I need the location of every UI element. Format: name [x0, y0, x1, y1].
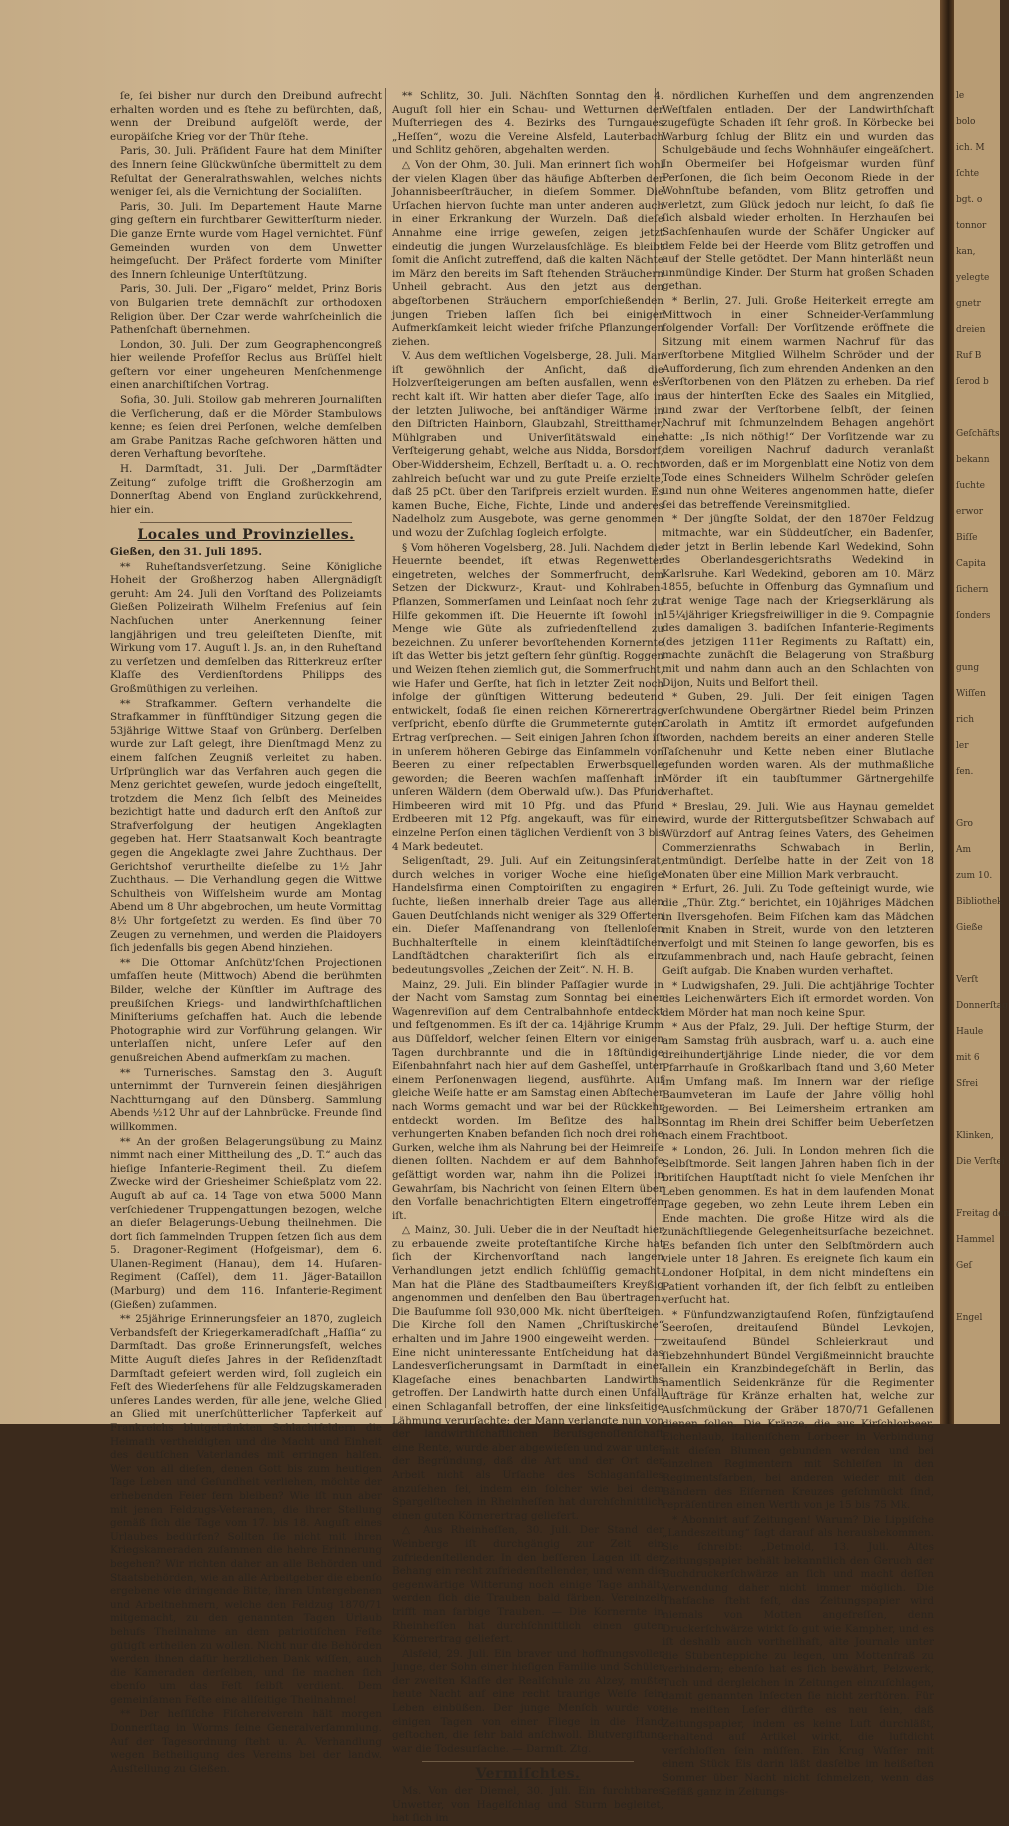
- fragment-line: ſerod b: [956, 377, 989, 387]
- article-paragraph: △ Aus Rheinheſſen, 30. Juli. Der Stand der Weinberge iſt durchgängig zur Zeit ein zufriedenſtellender. In den beſſeren Lagen iſt der Behang ein recht zufriedenſtellender, und wenn die gegenwärtige Witterung noch einige Tage anhält, werden ſich die Trauben bald färben. Vereinzelt trifft man farbige Trauben. — Die Kornernte in Rheinheſſen hat durchſchnittlich einen guten Körnerertrag geliefert.: [392, 1524, 664, 1646]
- article-paragraph: ** An der großen Belagerungsübung zu Mainz nimmt nach einer Mittheilung des „D. T.“ auch das hieſige Infanterie-Regiment theil. Zu dieſem Zwecke wird der Griesheimer Schießplatz vom 22. Auguſt ab auf ca. 14 Tage von etwa 5000 Mann verſchiedener Truppengattungen bezogen, welche an dieſer Belagerungs-Uebung theilnehmen. Die dort ſich ſammelnden Truppen ſetzen ſich aus dem 5. Dragoner-Regiment (Hofgeismar), dem 6. Ulanen-Regiment (Hanau), dem 14. Huſaren-Regiment (Caſſel), dem 11. Jäger-Bataillon (Marburg) und dem 116. Infanterie-Regiment (Gießen) zuſammen.: [110, 1135, 382, 1311]
- fragment-line: Gieße: [956, 923, 983, 933]
- article-paragraph: Seligenſtadt, 29. Juli. Auf ein Zeitungsinſerat, durch welches in voriger Woche eine hieſige Handelsfirma einen Comptoiriſten zu engagiren ſuchte, ließen innerhalb dreier Tage aus allen Gauen Deutſchlands nicht weniger als 329 Offerten ein. Dieſer Maſſenandrang von ſtellenloſen Buchhalterſtelle in einem kleinſtädtiſchen Landſtädtchen charakteriſirt ſich als ein bedeutungsvolles „Zeichen der Zeit“. N. H. B.: [392, 855, 664, 976]
- fragment-line: bekann: [956, 455, 990, 465]
- article-paragraph: * Erfurt, 26. Juli. Zu Tode geſteinigt wurde, wie die „Thür. Ztg.“ berichtet, ein 10jähriges Mädchen in Ilversgehofen. Beim Fiſchen kam das Mädchen mit Knaben in Streit, wurde von den letzteren verfolgt und mit Steinen ſo lange geworfen, bis es zuſammenbrach und, nach Hauſe gebracht, ſeinen Geiſt aufgab. Die Knaben wurden verhaftet.: [662, 883, 934, 977]
- fragment-line: Hammel: [956, 1235, 995, 1245]
- fragment-line: ſuchte: [956, 481, 985, 491]
- article-paragraph: Ms. Von der Diemel, 30. Juli. Ein furchtbares Unwetter, von Hagelſchlag und Sturm begleitet, hat ſich im: [392, 1785, 664, 1825]
- fragment-line: Verſt: [956, 975, 979, 985]
- fragment-line: ſchte: [956, 169, 980, 179]
- fragment-line: [954, 1182, 1000, 1194]
- article-paragraph: Paris, 30. Juli. Präſident Faure hat dem Miniſter des Innern ſeine Glückwünſche übermittelt zu dem Reſultat der Generalrathswahlen, welches nichts weniger ſei, als die Vernichtung der Socialiſten.: [110, 145, 382, 199]
- adjacent-page-fragment: [954, 0, 1009, 1424]
- article-paragraph: ** Schlitz, 30. Juli. Nächſten Sonntag den 4. Auguſt ſoll hier ein Schau- und Wetturnen der Muſterriegen des 4. Bezirks des Turngaues „Heſſen“, wozu die Vereine Alsfeld, Lauterbach und Schlitz gehören, abgehalten werden.: [392, 90, 664, 157]
- fragment-line: kan,: [956, 247, 976, 257]
- fragment-line: bgt. o: [956, 195, 983, 205]
- fragment-line: ler: [956, 741, 969, 751]
- section-title: Vermiſchtes.: [475, 1766, 581, 1783]
- fragment-line: gung: [956, 663, 980, 673]
- fragment-line: tonnor: [956, 221, 987, 231]
- fragment-line: Biſſe: [956, 533, 978, 543]
- fragment-line: [954, 402, 1000, 414]
- fragment-line: Gro: [956, 819, 973, 829]
- fragment-line: Donnerſtag: [956, 1001, 1008, 1011]
- article-paragraph: nördlichen Kurheſſen und dem angrenzenden Weſtfalen entladen. Der der Landwirthſchaft zugefügte Schaden iſt ſehr groß. In Körbecke bei Warburg ſchlug der Blitz ein und wurden das Schulgebäude und ſechs Wohnhäuſer eingeäſchert. In Obermeiſer bei Hofgeismar wurden fünf Perſonen, die ſich beim Oeconom Riede in der Wohnſtube befanden, vom Blitz getroffen und verletzt, zum Glück jedoch nur leicht, ſo daß ſie ſich alsbald wieder erholten. In Herzhauſen bei Sachſenhauſen wurde der Schäfer Ungicker auf dem Felde bei der Heerde vom Blitz getroffen und auf der Stelle getödtet. Der Mann hinterläßt neun unmündige Kinder. Der Sturm hat großen Schaden gethan.: [662, 90, 934, 293]
- article-paragraph: § Vom höheren Vogelsberg, 28. Juli. Nachdem die Heuernte beendet, iſt etwas Regenwetter eingetreten, welches der Sommerfrucht, dem Setzen der Dickwurz-, Kraut- und Kohlraben-Pflanzen, Sommerſamen und Leinſaat noch ſehr zu Hilfe gekommen iſt. Die Heuernte iſt ſowohl in Menge wie Güte als zufriedenſtellend zu bezeichnen. Zu unſerer bevorſtehenden Kornernte iſt das Wetter bis jetzt geſtern ſehr günſtig. Roggen und Weizen ſtehen ziemlich gut, die Sommerfrucht, wie Hafer und Gerſte, hat ſich in letzter Zeit noch infolge der günſtigen Witterung bedeutend entwickelt, ſodaß ſie einen reichen Körnerertrag verſpricht, ebenſo dürfte die Grummeternte guten Ertrag verſprechen. — Seit einigen Jahren ſchon iſt in unſerem höheren Gebirge das Einſammeln von Beeren zu einer reſpectablen Erwerbsquelle geworden; die Beeren wachſen maſſenhaft in unſeren Wäldern (dem Oberwald uſw.). Das Pfund Himbeeren wird mit 10 Pfg. und das Pfund Erdbeeren mit 12 Pfg. angekauft, was für eine einzelne Perſon einen täglichen Verdienſt von 3 bis 4 Mark bedeutet.: [392, 541, 664, 853]
- article-paragraph: ** Der heſſiſche Fiſchereiverein hält morgen Donnerſtag in Worms ſeine Generalverſammlung. Auf der Tagesordnung ſteht u. A. Verhandlung wegen Betheiligung des Vereins bei der landw. Ausſtellung zu Gießen.: [110, 1708, 382, 1775]
- fragment-line: [954, 1286, 1000, 1298]
- article-paragraph: Paris, 30. Juli. Im Departement Haute Marne ging geſtern ein furchtbarer Gewitterſturm nieder. Die ganze Ernte wurde vom Hagel vernichtet. Fünf Gemeinden wurden von dem Unwetter heimgeſucht. Der Präfect forderte vom Miniſter des Innern ſchleunige Unterſtützung.: [110, 200, 382, 281]
- article-paragraph: * Fünfundzwanzigtauſend Roſen, fünfzigtauſend Seeroſen, dreitauſend Bündel Levkojen, zweitauſend Bündel Schleierkraut und ſiebzehnhundert Bündel Vergißmeinnicht brauchte allein ein Kranzbindegeſchäft in Berlin, das namentlich Seidenkränze für die Regimenter Aufträge für Kränze erhalten hat, welche zur Ausſchmückung der Gräber 1870/71 Gefallenen dienen ſollen. Die Kränze, die aus Kirſchlorbeer, Eichenlaub, italieniſchem Lorbeer in Verbindung mit dieſen Blumen gebunden werden und bei einzelnen Regimentern mit Schleifen in den Regimentsfarben, bei anderen wieder mit den Bändern des Eiſernen Kreuzes geſchmückt ſind, repräſentiren einen Werth von je 15 bis 75 Mk.: [662, 1308, 934, 1512]
- article-paragraph: * Der jüngſte Soldat, der den 1870er Feldzug mitmachte, war ein Süddeutſcher, ein Badenſer, der jetzt in Berlin lebende Karl Wedekind, Sohn des Oberlandesgerichtsraths Wedekind in Karlsruhe. Karl Wedekind, geboren am 10. März 1855, beſuchte in Offenburg das Gymnaſium und trat wenige Tage nach der Kriegserklärung als 15¼jähriger Kriegsfreiwilliger in die 9. Compagnie des damaligen 3. badiſchen Infanterie-Regiments (des jetzigen 111er Regiments zu Raſtatt) ein, machte zunächſt die Belagerung von Straßburg mit und nahm dann auch an den Schlachten von Dijon, Nuits und Belfort theil.: [662, 513, 934, 689]
- fragment-line: [954, 948, 1000, 960]
- fragment-line: Freitag den: [956, 1209, 1009, 1219]
- fragment-line: Sfrei: [956, 1079, 979, 1089]
- article-paragraph: * Guben, 29. Juli. Der ſeit einigen Tagen verſchwundene Obergärtner Riedel beim Prinzen Carolath in Amtitz iſt ermordet aufgefunden worden, nachdem bereits an einer anderen Stelle Taſchenuhr und Kette neben einer Blutlache gefunden worden waren. Als der muthmaßliche Mörder iſt ein taubſtummer Gärtnergehilfe verhaftet.: [662, 691, 934, 799]
- article-paragraph: * Abonnirt auf Zeitungen! Warum? Die Lippiſche „Landeszeitung“ ſagt darauf als herausbekommen. Sie ſchreibt: „Detmold, 13. Juli. Altes Zeitungspapier behält bekanntlich den Geruch der Buchdruckerſchwärze an ſich und macht deſſen Verwendung daher nicht immer möglich. Die Thatſache ſteht feſt, das Zeitungspapier wird niemals von Motten angefreſſen, denn Druckerſchwärze wirkt ſo gut wie Kampher, und es iſt deshalb auch vortheilhaft, alte Journale unter die Stubenteppiche zu legen, um Mottenfraß zu verhindern; ebenſo hat es ſich bewährt, Pelzwerk, Tuch und dergleichen in Zeitungen einzuſchlagen, damit genannten Inſecten ſie nicht zerſtören. Für die meiſten Leſer dürfte es neu ſein, daß Zeitungspapier, indem es keine Luft durchläßt, erhaltend auf Artikel wirkt, die luftdicht verſchloſſen ſein müſſen. Ein Krug Waſſer mit einem Stück Eis darin läßt dasſelbe im heißeſten Sommer über Nacht nicht ſchmelzen, wenn das Gefäß ganz in Zeitungs-: [662, 1513, 934, 1798]
- fragment-line: Die Verſtei: [956, 1157, 1005, 1167]
- article-paragraph: * London, 26. Juli. In London mehren ſich die Selbſtmorde. Seit langen Jahren haben ſich in der britiſchen Hauptſtadt nicht ſo viele Menſchen ihr Leben genommen. Es hat in dem laufenden Monat Tage gegeben, wo zehn Leute ihrem Leben ein Ende machten. Die große Hitze wird als die zunächſtliegende Gelegenheitsurſache bezeichnet. Es befanden ſich unter den Selbſtmördern auch viele unter 18 Jahren. Es ereignete ſich kaum ein Londoner Hoſpital, in dem nicht mindeſtens ein Patient vorhanden iſt, der ſich ſelbſt zu entleiben verſucht hat.: [662, 1144, 934, 1307]
- article-paragraph: Mainz, 29. Juli. Ein blinder Paſſagier wurde in der Nacht vom Samstag zum Sonntag bei einer Wagenreviſion auf dem Centralbahnhofe entdeckt und feſtgenommen. Es iſt der ca. 14jährige Krumm aus Düſſeldorf, welcher ſeinen Eltern vor einigen Tagen durchbrannte und die in 18ſtündige Eiſenbahnfahrt nach hier auf dem Gasheſſel, unter einem Perſonenwagen liegend, ausführte. Auf gleiche Weiſe hatte er am Samstag einen Abſtecher nach Worms gemacht und war bei der Rückkehr entdeckt worden. Im Beſitze des halb verhungerten Knaben befanden ſich noch drei rohe Gurken, welche ihm als Nahrung bei der Heimreiſe dienen ſollten. Nachdem er auf dem Bahnhofe geſättigt worden war, nahm ihn die Polizei in Gewahrſam, bis Nachricht von ſeinen Eltern über den Vorfalle benachrichtigten Eltern eingetroffen iſt.: [392, 978, 664, 1222]
- article-paragraph: Paris, 30. Juli. Der „Figaro“ meldet, Prinz Boris von Bulgarien trete demnächſt zur orthodoxen Religion über. Der Czar werde wahrſcheinlich die Pathenſchaft übernehmen.: [110, 283, 382, 337]
- article-paragraph: Alsfeld, 29. Juli. Ein braver und hoffnungsvoller Junge, der Sohn einer hieſigen Familie und Schüler der zweiten Klaſſe der Realſchule zu Alzey, mußte heute Nacht auf eine recht traurige Weiſe ſein Leben einbüßen. Der junge Menſch wurde vor einigen Tagen von einer Fliege in die Hand geſtochen, die ſehr bald anſchwoll. Blutvergiftung war die Todesurſache. — Darmſt. Ztg.: [392, 1647, 664, 1755]
- article-paragraph: H. Darmſtadt, 31. Juli. Der „Darmſtädter Zeitung“ zufolge trifft die Großherzogin am Donnerſtag Abend von England zurückkehrend, hier ein.: [110, 463, 382, 516]
- article-paragraph: ** Ruheſtandsverſetzung. Seine Königliche Hoheit der Großherzog haben Allergnädigſt geruht: Am 24. Juli den Vorſtand des Polizeiamts Gießen Polizeirath Wilhelm Freſenius auf ſein Nachſuchen unter Anerkennung ſeiner langjährigen und treu geleiſteten Dienſte, mit Wirkung vom 17. Auguſt l. Js. an, in den Ruheſtand zu verſetzen und demſelben das Ritterkreuz erſter Klaſſe des Verdienſtordens Philipps des Großmüthigen zu verleihen.: [110, 560, 382, 695]
- dateline: Gießen, den 31. Juli 1895.: [110, 546, 262, 558]
- article-paragraph: ſe, ſei bisher nur durch den Dreibund aufrecht erhalten worden und es ſtehe zu befürchten, daß, wenn der Dreibund aufgelöſt werde, der europäiſche Krieg vor der Thür ſtehe.: [110, 90, 382, 143]
- article-paragraph: * Aus der Pfalz, 29. Juli. Der heftige Sturm, der am Samstag früh ausbrach, warf u. a. auch eine dreihundertjährige Linde nieder, die vor dem Pfarrhauſe in Großkarlbach ſtand und 3,60 Meter im Umfang maß. Im Innern war der rieſige Baumveteran im Laufe der Jahre völlig hohl geworden. — Bei Leimersheim ertranken am Sonntag im Rhein drei Schiffer beim Ueberſetzen nach einem Frachtboot.: [662, 1021, 934, 1143]
- fragment-line: Geſchäfts: [956, 429, 1000, 439]
- fragment-line: [954, 636, 1000, 648]
- article-paragraph: * Berlin, 27. Juli. Große Heiterkeit erregte am Mittwoch in einer Schneider-Verſammlung folgender Vorfall: Der Vorſitzende eröffnete die Sitzung mit einem warmen Nachruf für das verſtorbene Mitglied Wilhelm Schröder und der Aufforderung, ſich zum ehrenden Andenken an den Verſtorbenen von den Plätzen zu erheben. Da rief aus der hinterſten Ecke des Saales ein Mitglied, und zwar der Verſtorbene ſelbſt, der ſeinen Nachruf mit ſchmunzelndem Behagen angehört hatte: „Is nich nöthig!“ Der Vorſitzende war zu dem voreiligen Nachruf dadurch veranlaßt worden, daß er im Morgenblatt eine Notiz von dem Tode eines Schneiders Wilhelm Schröder geleſen und nun ohne Weiteres angenommen hatte, dieſer ſei das betreffende Vereinsmitglied.: [662, 294, 934, 511]
- fragment-line: Engel: [956, 1313, 983, 1323]
- fragment-line: Am: [956, 845, 972, 855]
- fragment-line: Ruf B: [956, 351, 982, 361]
- fragment-line: Geſ: [956, 1261, 972, 1271]
- article-paragraph: V. Aus dem weſtlichen Vogelsberge, 28. Juli. Man iſt gewöhnlich der Anſicht, daß die Holzverſteigerungen am beſten ausfallen, wenn es recht kalt iſt. Wir hatten aber dieſer Tage, alſo in der letzten Juliwoche, bei anſtändiger Wärme in den Diſtricten Hainborn, Glaubzahl, Streitthamer, Mühlgraben und Univerſitätswald eine Verſteigerung gehabt, welche aus Nidda, Borsdorf, Ober-Widdersheim, Echzell, Berſtadt u. a. O. recht zahlreich beſucht war und zu gute Preiſe erzielte, daß 25 pCt. über den Tarifpreis erzielt wurden. Es kamen Buche, Eiche, Fichte, Linde und anderes Nadelholz zum Ausgebote, was gerne genommen und wozu der Zuſchlag ſogleich erfolgte.: [392, 350, 664, 539]
- article-paragraph: * Ludwigshafen, 29. Juli. Die achtjährige Tochter des Leichenwärters Eich iſt ermordet worden. Von dem Mörder hat man noch keine Spur.: [662, 979, 934, 1019]
- fragment-line: bolo: [956, 117, 976, 127]
- fragment-line: ſonders: [956, 611, 991, 621]
- column-rule: [385, 88, 386, 1408]
- article-paragraph: * Breslau, 29. Juli. Wie aus Haynau gemeldet wird, wurde der Rittergutsbeſitzer Schwabach auf Würzdorf auf Antrag ſeines Vaters, des Geheimen Commerzienraths Schwabach in Berlin, entmündigt. Derſelbe hatte in der Zeit von 18 Monaten über eine Million Mark verbraucht.: [662, 800, 934, 881]
- fragment-line: rich: [956, 715, 975, 725]
- divider: [140, 522, 352, 523]
- fragment-line: zum 10.: [956, 871, 993, 881]
- fragment-line: erwor: [956, 507, 984, 517]
- fragment-line: dreien: [956, 325, 986, 335]
- article-paragraph: ** Strafkammer. Geſtern verhandelte die Strafkammer in fünfſtündiger Sitzung gegen die 53jährige Wittwe Staaf von Grünberg. Derſelben wurde zur Laſt gelegt, ihre Dienſtmagd Menz zu einem falſchen Zeugniß verleitet zu haben. Urſprünglich war das Verfahren auch gegen die Menz gerichtet geweſen, wurde jedoch eingeſtellt, trotzdem die Menz ſich ſelbſt des Meineides bezichtigt hatte und dadurch erſt den Anſtoß zur Strafverfolgung der heutigen Angeklagten gegeben hat. Herr Staatsanwalt Koch beantragte gegen die Angeklagte zwei Jahre Zuchthaus. Der Gerichtshof verurtheilte dieſelbe zu 1½ Jahr Zuchthaus. — Die Verhandlung gegen die Wittwe Schultheis von Wiſſelsheim wurde am Montag Abend um 8 Uhr abgebrochen, um heute Vormittag 8½ Uhr fortgeſetzt zu werden. Es ſind über 70 Zeugen zu vernehmen, und werden die Plaidoyers ſich jedenfalls bis gegen Abend hinziehen.: [110, 697, 382, 955]
- fragment-line: Capita: [956, 559, 986, 569]
- article-paragraph: △ Von der Ohm, 30. Juli. Man erinnert ſich wohl der vielen Klagen über das häufige Abſterben der Johannisbeerſträucher, in dieſem Sommer. Die Urſachen hiervon ſuchte man unter anderen auch in einer Erkrankung der Wurzeln. Daß dieſe Annahme eine irrige geweſen, zeigen jetzt eindeutig die jungen Wurzelausſchläge. Es bleibt ſomit die Anſicht zutreffend, daß die kalten Nächte im März den bereits im Saft ſtehenden Sträuchern Unheil gebracht. Aus den jetzt aus den abgeſtorbenen Sträuchern emporſchießenden jungen Trieben laſſen ſich bei einiger Aufmerkſamkeit leicht wieder friſche Pflanzungen ziehen.: [392, 158, 664, 348]
- fragment-line: mit 6: [956, 1053, 980, 1063]
- fragment-line: ich. M: [956, 143, 985, 153]
- fragment-line: Wiſſen: [956, 689, 986, 699]
- fragment-line: Klinken,: [956, 1131, 994, 1141]
- article-paragraph: ** Die Ottomar Anſchütz'ſchen Projectionen umfaſſen heute (Mittwoch) Abend die berühmten Bilder, welche der Künſtler im Auftrage des preußiſchen Kriegs- und landwirthſchaftlichen Miniſteriums geſchaffen hat. Auch die lebende Photographie wird zur Vorführung gelangen. Wir unterlaſſen nicht, unſere Leſer auf den genußreichen Abend aufmerkſam zu machen.: [110, 956, 382, 1064]
- book-gutter: [940, 0, 954, 1424]
- fragment-line: [954, 1104, 1000, 1116]
- article-paragraph: ** Turnerisches. Samstag den 3. Auguſt unternimmt der Turnverein ſeinen diesjährigen Nachtturngang auf den Dünsberg. Sammlung Abends ½12 Uhr auf der Lahnbrücke. Freunde ſind willkommen.: [110, 1066, 382, 1133]
- fragment-line: le: [956, 91, 965, 101]
- article-paragraph: London, 30. Juli. Der zum Geographencongreß hier weilende Profeſſor Reclus aus Brüſſel hielt geſtern vor einer ungeheuren Menſchenmenge einen anarchiſtiſchen Vortrag.: [110, 338, 382, 392]
- fragment-line: gnetr: [956, 299, 981, 309]
- article-paragraph: Sofia, 30. Juli. Stoilow gab mehreren Journaliſten die Verſicherung, daß er die Mörder Stambulows kenne; es ſeien drei Perſonen, welche demſelben am Grabe Panitzas Rache geſchworen hätten und deren Verhaftung bevorſtehe.: [110, 394, 382, 461]
- fragment-line: Bibliothek: [956, 897, 1003, 907]
- fragment-line: fen.: [956, 767, 974, 777]
- column-2: [392, 90, 664, 1825]
- article-paragraph: ** 25jährige Erinnerungsfeier an 1870, zugleich Verbandsfeſt der Kriegerkameradſchaft „Haſſia“ zu Darmſtadt. Das große Erinnerungsfeſt, welches Mitte Auguſt dieſes Jahres in der Reſidenzſtadt Darmſtadt gefeiert werden wird, ſoll zugleich ein Feſt des Wiederſehens für alle Feldzugskameraden unſeres Landes werden, für alle jene, welche Glied an Glied mit unerſchütterlicher Tapferkeit auf Frankreichs blutgetränkten Schlachtfeldern die Heimath vertheidigten und die Macht und Einheit des deutſchen Vaterlandes mit erringen halfen. Wer von all dieſen, denen Gott bis zum heutigen Tage Leben und Geſundheit verliehen, möchte der erhebenden Feier fern bleiben? Wie iſt nun aber mit jenen Feldzugs-Veteranen, die ihrer Stellung gemäß ſich die Tage vom 17. bis 18. Auguſt eines Urlaubes bedürfen? Sollten ſie nicht mit ihren Kriegskameraden zuſammen die hehre Erinnerung begehen? Wir richten daher an alle Behörden und Staatsbehörden, wie an alle Arbeitgeber die ebenſo ergebene wie dringende Bitte, ihren Untergebenen und Arbeitnehmern, welche den Feldzug 1870/71 mitgemacht, zu den genannten Tagen Urlaub behufs Theilnahme an dem patriotiſchen Feſte gütigſt ertheilen zu wollen. Nicht nur die Behörden werden ihnen dafür herzlichen Dank wiſſen, auch die Kameraden derſelben, und ſie machen ſich ebenſo um das Feſt ſelbſt verdient. Dem gemeinſamen Feſte eine allſeitige Theilnahme!: [110, 1313, 382, 1706]
- fragment-line: yelegte: [956, 273, 990, 283]
- column-3: [662, 90, 934, 1798]
- article-paragraph: △ Mainz, 30. Juli. Ueber die in der Neuſtadt hier zu erbauende zweite proteſtantiſche Kirche hat ſich der Kirchenvorſtand nach langen Verhandlungen jetzt endlich ſchlüſſig gemacht. Man hat die Pläne des Stadtbaumeiſters Kreyßig angenommen und denſelben den Bau übertragen. Die Bauſumme ſoll 930,000 Mk. nicht überſteigen. Die Kirche ſoll den Namen „Chriſtuskirche“ erhalten und im Jahre 1900 eingeweiht werden. — Eine nicht uninteressante Entſcheidung hat das Landesverſicherungsamt in Darmſtadt in einer Klageſache eines benachbarten Landwirths getroffen. Der Landwirth hatte durch einen Unfall einen Schlaganfall betroffen, der eine linksſeitige Lähmung verurſachte; der Mann verlangte nun von der landwirthſchaftlichen Berufsgenoſſenſchaft eine Rente, wurde aber abgewieſen und zwar unter der Begründung, daß die Art und der Ort der Arbeit nicht als Urſache des Schlaganfalles anzuſehen ſei, indem ein ſolcher wie bei dem Spargelſtechen in Rheinheſſen hat durchſchnittlich einen guten Körnerertrag geliefert.: [392, 1224, 664, 1522]
- fragment-line: [954, 792, 1000, 804]
- fragment-line: Haule: [956, 1027, 984, 1037]
- divider: [422, 1761, 634, 1762]
- column-1: [110, 90, 382, 1775]
- section-title: Locales und Provinzielles.: [137, 527, 355, 544]
- fragment-line: ſichern: [956, 585, 989, 595]
